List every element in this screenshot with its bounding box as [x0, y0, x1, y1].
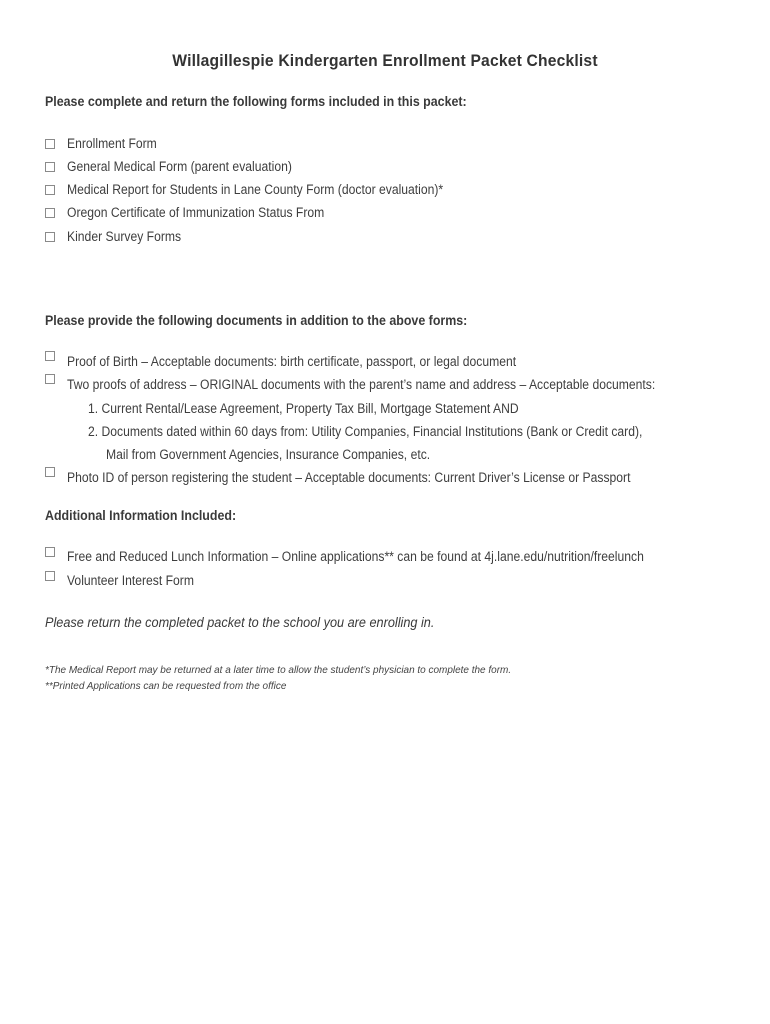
checklist-item-label: Photo ID of person registering the student – Acceptable documents: Current Driver’s License or Passport — [67, 470, 631, 485]
checkbox[interactable] — [45, 162, 55, 172]
forms-section-heading: Please complete and return the following forms included in this packet: — [45, 94, 467, 109]
checklist-item-label: Enrollment Form — [67, 136, 157, 151]
checklist-item-label: Oregon Certificate of Immunization Status From — [67, 205, 325, 220]
footnote-medical-report: *The Medical Report may be returned at a later time to allow the student’s physician to complete the form. — [45, 664, 512, 676]
checklist-item-label: Medical Report for Students in Lane County Form (doctor evaluation)* — [67, 182, 444, 197]
checklist-item-label: Kinder Survey Forms — [67, 229, 182, 244]
documents-section-heading: Please provide the following documents in addition to the above forms: — [45, 313, 468, 328]
checkbox[interactable] — [45, 571, 55, 581]
page-title: Willagillespie Kindergarten Enrollment Packet Checklist — [172, 51, 598, 70]
checkbox[interactable] — [45, 374, 55, 384]
address-subitem-2: 2. Documents dated within 60 days from: Utility Companies, Financial Institutions (Bank or Credit card), — [88, 424, 643, 439]
checkbox[interactable] — [45, 139, 55, 149]
address-subitem-1: 1. Current Rental/Lease Agreement, Property Tax Bill, Mortgage Statement AND — [88, 401, 519, 416]
checkbox[interactable] — [45, 232, 55, 242]
checkbox[interactable] — [45, 547, 55, 557]
return-instructions: Please return the completed packet to the school you are enrolling in. — [45, 615, 435, 630]
address-subitem-2-continued: Mail from Government Agencies, Insurance Companies, etc. — [106, 447, 431, 462]
checklist-item-label: General Medical Form (parent evaluation) — [67, 159, 292, 174]
checklist-item-label: Free and Reduced Lunch Information – Online applications** can be found at 4j.lane.edu/nutrition/freelunch — [67, 549, 644, 564]
checklist-item-label: Proof of Birth – Acceptable documents: birth certificate, passport, or legal document — [67, 354, 517, 369]
checklist-item-label: Volunteer Interest Form — [67, 573, 194, 588]
additional-section-heading: Additional Information Included: — [45, 508, 237, 523]
footnote-printed-applications: **Printed Applications can be requested from the office — [45, 680, 287, 692]
checkbox[interactable] — [45, 467, 55, 477]
checklist-item-label: Two proofs of address – ORIGINAL documents with the parent’s name and address – Acceptable documents: — [67, 377, 656, 392]
checkbox[interactable] — [45, 351, 55, 361]
checkbox[interactable] — [45, 208, 55, 218]
checkbox[interactable] — [45, 185, 55, 195]
